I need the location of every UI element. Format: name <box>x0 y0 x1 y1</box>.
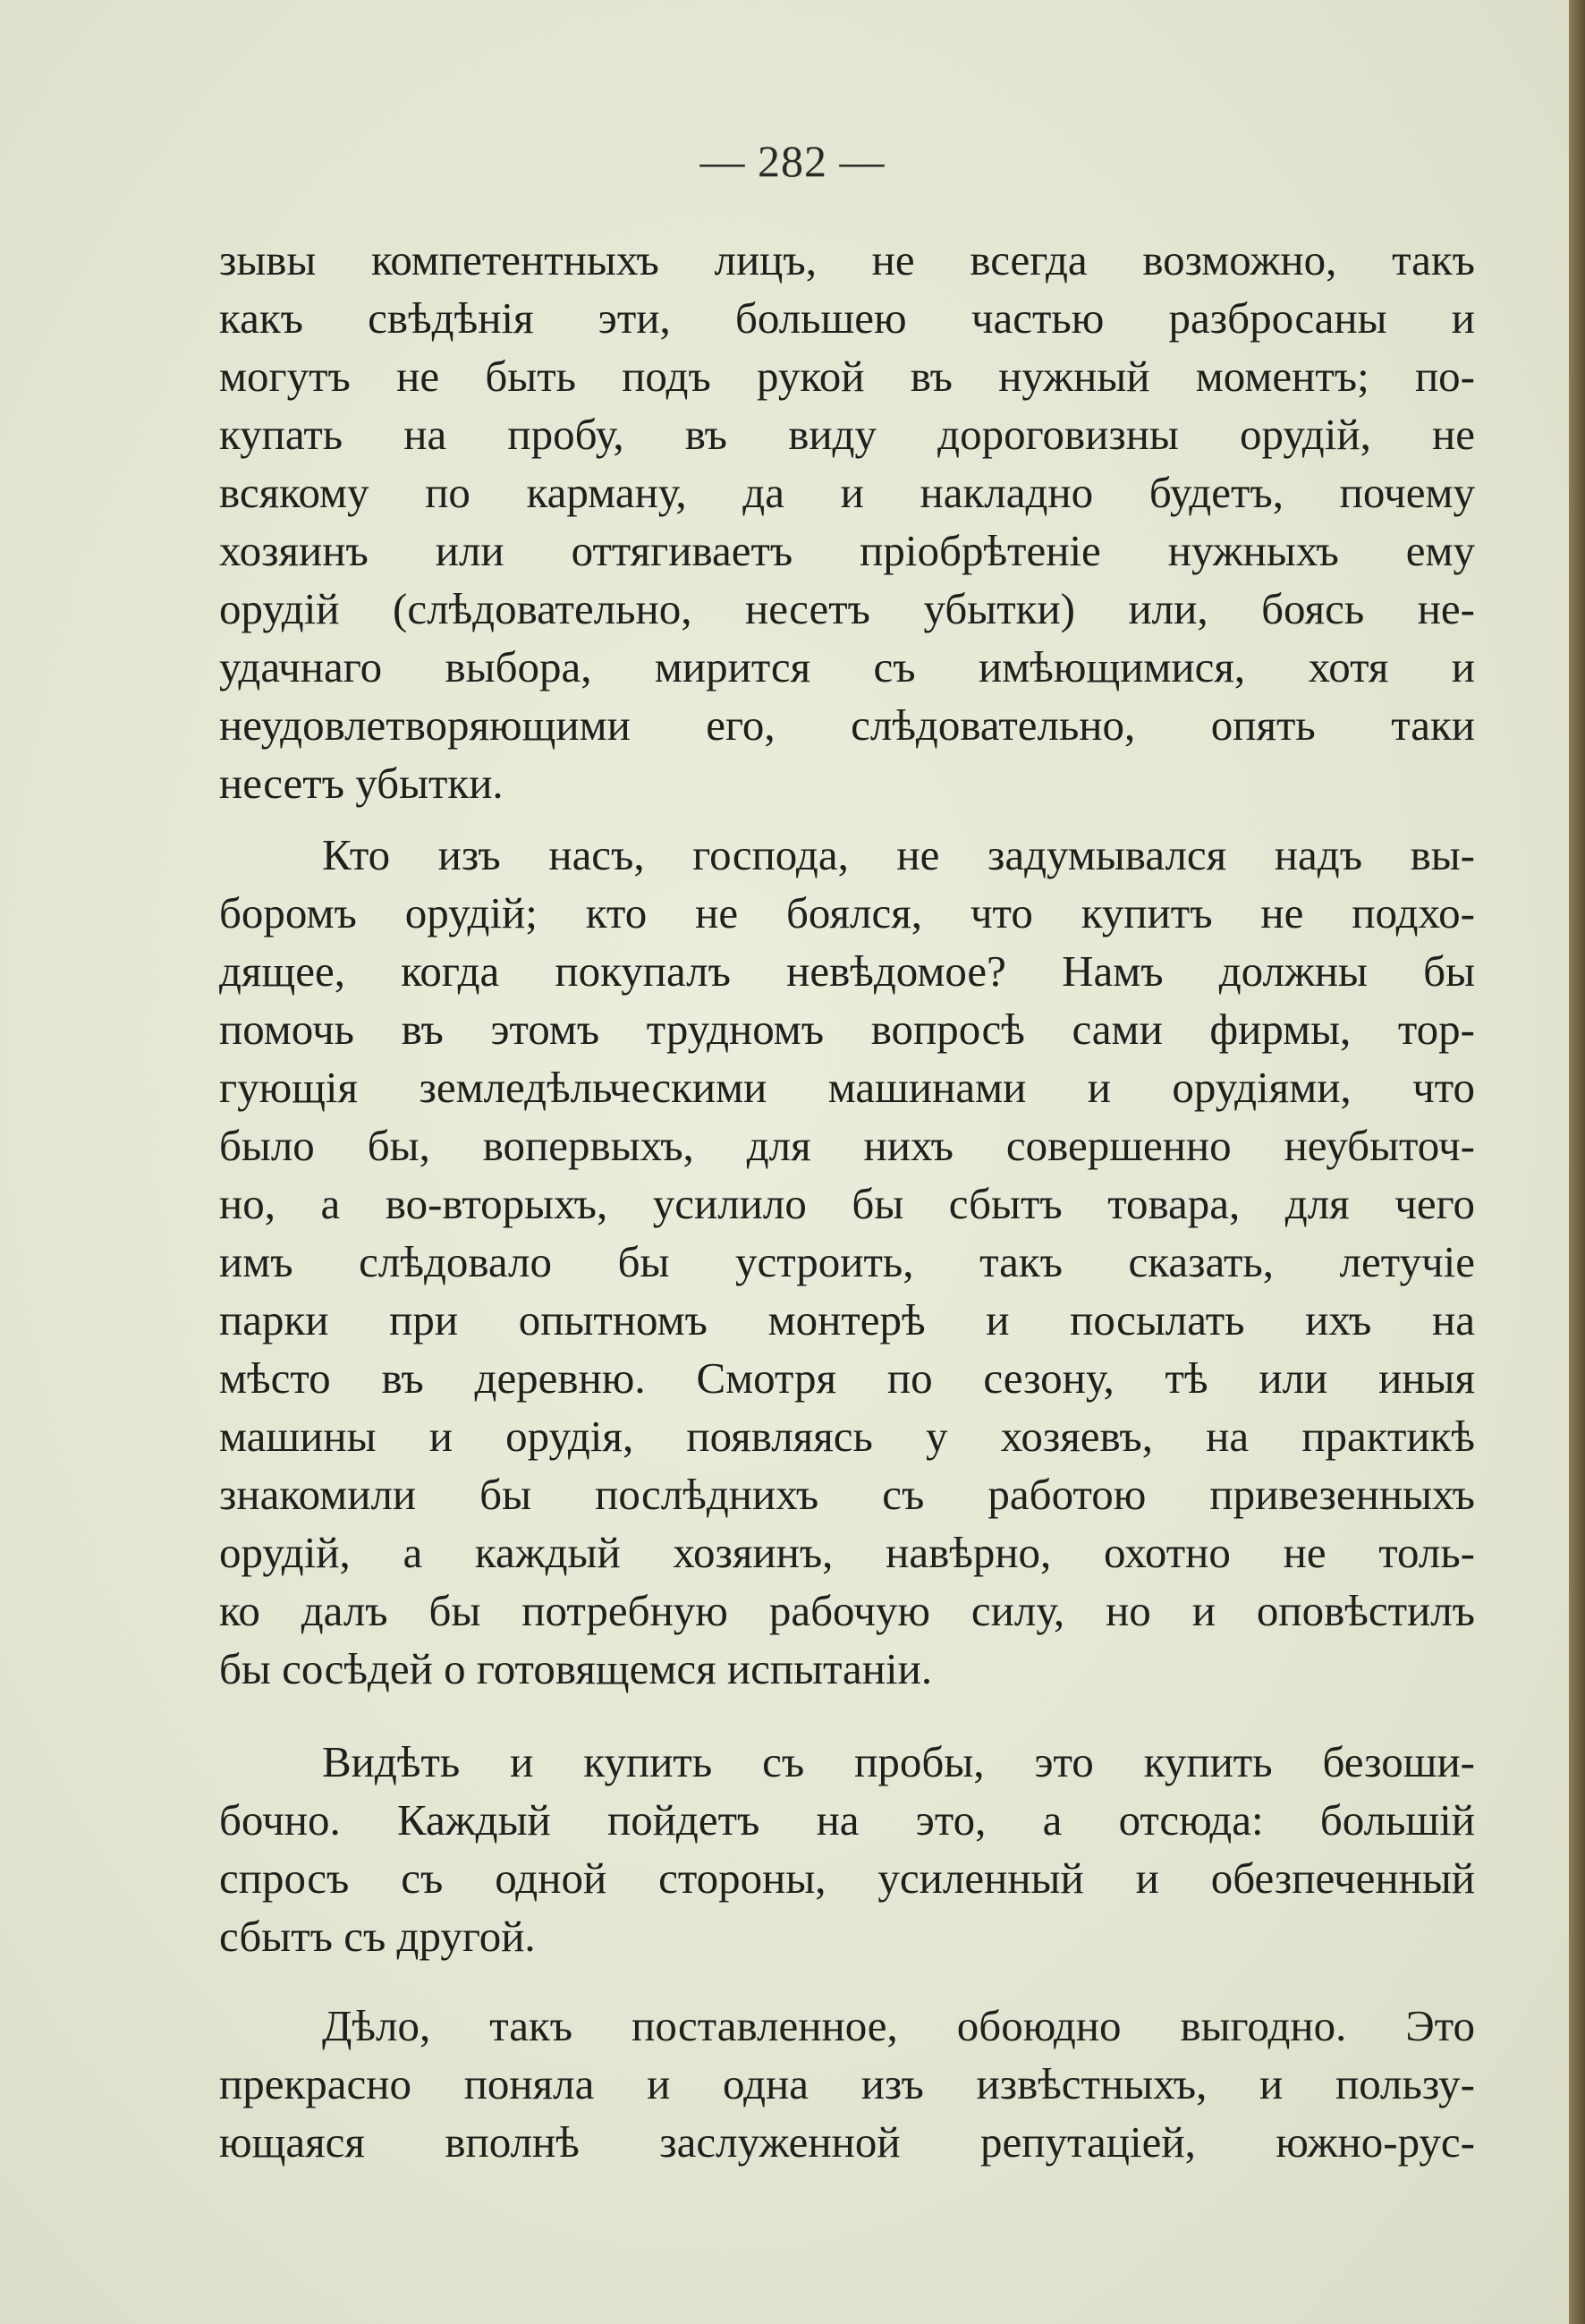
text-line: было бы, вопервыхъ, для нихъ совершенно неубыточ- <box>219 1121 1475 1170</box>
text-line: боромъ орудій; кто не боялся, что купитъ не подхо- <box>219 888 1475 937</box>
text-line: ющаяся вполнѣ заслуженной репутаціей, южно-рус- <box>219 2117 1475 2167</box>
paragraph-4 <box>219 1997 1475 2171</box>
text-line: могутъ не быть подъ рукой въ нужный моментъ; по- <box>219 352 1475 401</box>
text-line: но, а во-вторыхъ, усилило бы сбытъ товара, для чего <box>219 1179 1475 1228</box>
text-line: прекрасно поняла и одна изъ извѣстныхъ, и пользу- <box>219 2059 1475 2108</box>
text-line: какъ свѣдѣнія эти, большею частью разбросаны и <box>219 293 1475 343</box>
text-line: дящее, когда покупалъ невѣдомое? Намъ должны бы <box>219 946 1475 996</box>
text-line: Дѣло, такъ поставленное, обоюдно выгодно. Это <box>322 2001 1475 2050</box>
text-line: бы сосѣдей о готовящемся испытаніи. <box>219 1644 933 1693</box>
text-line: хозяинъ или оттягиваетъ пріобрѣтеніе нужныхъ ему <box>219 526 1475 575</box>
text-line: имъ слѣдовало бы устроить, такъ сказать, летучіе <box>219 1237 1475 1286</box>
text-line: несетъ убытки. <box>219 759 504 808</box>
paragraph-3 <box>219 1733 1475 1965</box>
text-line: орудій (слѣдовательно, несетъ убытки) или, боясь не- <box>219 584 1475 633</box>
text-line: зывы компетентныхъ лицъ, не всегда возможно, такъ <box>219 235 1475 284</box>
text-line: ко далъ бы потребную рабочую силу, но и оповѣстилъ <box>219 1586 1475 1635</box>
text-line: всякому по карману, да и накладно будетъ, почему <box>219 468 1475 517</box>
text-line: Видѣть и купить съ пробы, это купить безоши- <box>322 1737 1475 1786</box>
text-line: сбытъ съ другой. <box>219 1912 536 1961</box>
page-edge-shadow <box>1569 0 1585 2324</box>
paragraph-2 <box>219 826 1475 1698</box>
text-line: орудій, а каждый хозяинъ, навѣрно, охотно не толь- <box>219 1528 1475 1577</box>
text-line: гующія земледѣльческими машинами и орудіями, что <box>219 1063 1475 1112</box>
text-line: бочно. Каждый пойдетъ на это, а отсюда: большій <box>219 1795 1475 1845</box>
text-line: машины и орудія, появляясь у хозяевъ, на практикѣ <box>219 1412 1475 1461</box>
text-line: знакомили бы послѣднихъ съ работою привезенныхъ <box>219 1470 1475 1519</box>
text-line: неудовлетворяющими его, слѣдовательно, опять таки <box>219 700 1475 750</box>
text-line: удачнаго выбора, мирится съ имѣющимися, хотя и <box>219 642 1475 691</box>
page-number: — 282 — <box>699 136 886 186</box>
text-line: спросъ съ одной стороны, усиленный и обезпеченный <box>219 1853 1475 1903</box>
text-line: купать на пробу, въ виду дороговизны орудій, не <box>219 410 1475 459</box>
paragraph-1 <box>219 231 1475 812</box>
text-line: мѣсто въ деревню. Смотря по сезону, тѣ или иныя <box>219 1353 1475 1403</box>
text-line: Кто изъ насъ, господа, не задумывался надъ вы- <box>322 830 1475 879</box>
text-line: парки при опытномъ монтерѣ и посылать ихъ на <box>219 1295 1475 1344</box>
text-line: помочь въ этомъ трудномъ вопросѣ сами фирмы, тор- <box>219 1005 1475 1054</box>
